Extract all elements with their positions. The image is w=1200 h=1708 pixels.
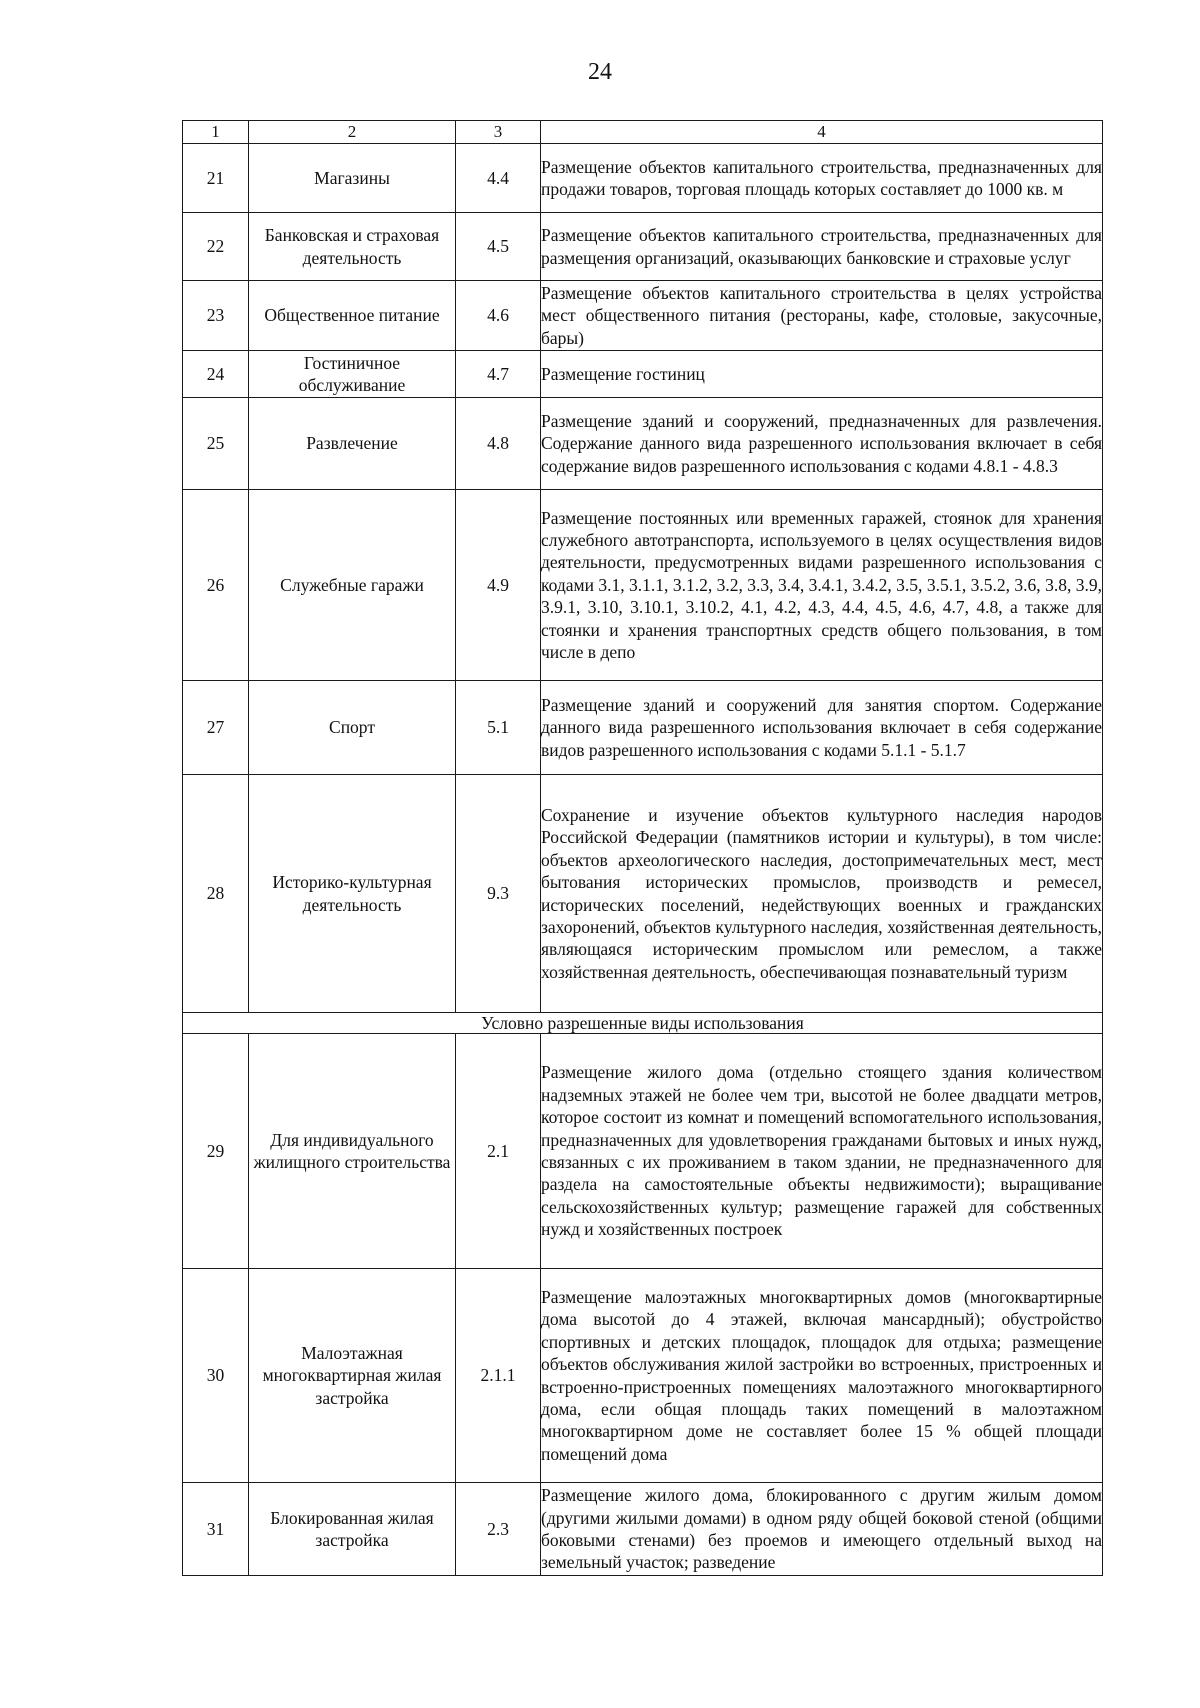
row-number: 23 (183, 281, 249, 351)
page-number: 24 (588, 59, 612, 85)
use-type-name: Общественное питание (249, 281, 456, 351)
row-number: 24 (183, 351, 249, 398)
use-type-code: 2.1.1 (456, 1269, 541, 1483)
section-header-row (183, 1013, 1103, 1034)
use-type-description: Размещение объектов капитального строительства, предназначенных для продажи товаров, торговая площадь которых составляет до 1000 кв. м (541, 144, 1103, 213)
table-row (183, 398, 1103, 490)
row-number: 27 (183, 681, 249, 775)
row-number: 26 (183, 490, 249, 681)
row-number: 28 (183, 775, 249, 1013)
use-type-code: 2.1 (456, 1034, 541, 1269)
table-row (183, 681, 1103, 775)
land-use-table (182, 120, 1103, 1576)
table-row (183, 1269, 1103, 1483)
use-type-name: Малоэтажная многоквартирная жилая застройка (249, 1269, 456, 1483)
table-row (183, 775, 1103, 1013)
use-type-description: Сохранение и изучение объектов культурного наследия народов Российской Федерации (памятников истории и культуры), в том числе: объектов археологического наследия, достопримечательных мест, мест бытования исторических промыслов, производств и ремесел, исторических поселений, недействующих военных и гражданских захоронений, объектов культурного наследия, хозяйственная деятельность, являющаяся историческим промыслом или ремеслом, а также хозяйственная деятельность, обеспечивающая познавательный туризм (541, 775, 1103, 1013)
row-number: 22 (183, 213, 249, 281)
column-header-2: 2 (249, 121, 456, 144)
table-row (183, 144, 1103, 213)
use-type-name: Банковская и страховая деятельность (249, 213, 456, 281)
use-type-code: 4.4 (456, 144, 541, 213)
use-type-description: Размещение объектов капитального строительства, предназначенных для размещения организаций, оказывающих банковские и страховые услуг (541, 213, 1103, 281)
use-type-code: 5.1 (456, 681, 541, 775)
use-type-name: Историко-культурная деятельность (249, 775, 456, 1013)
use-type-name: Развлечение (249, 398, 456, 490)
use-type-code: 4.5 (456, 213, 541, 281)
column-header-3: 3 (456, 121, 541, 144)
column-header-1: 1 (183, 121, 249, 144)
table-row (183, 351, 1103, 398)
use-type-code: 9.3 (456, 775, 541, 1013)
row-number: 29 (183, 1034, 249, 1269)
use-type-code: 4.8 (456, 398, 541, 490)
table-row (183, 490, 1103, 681)
row-number: 21 (183, 144, 249, 213)
column-header-4: 4 (541, 121, 1103, 144)
use-type-description: Размещение постоянных или временных гаражей, стоянок для хранения служебного автотранспорта, используемого в целях осуществления видов деятельности, предусмотренных видами разрешенного использования с кодами 3.1, 3.1.1, 3.1.2, 3.2, 3.3, 3.4, 3.4.1, 3.4.2, 3.5, 3.5.1, 3.5.2, 3.6, 3.8, 3.9, 3.9.1, 3.10, 3.10.1, 3.10.2, 4.1, 4.2, 4.3, 4.4, 4.5, 4.6, 4.7, 4.8, а также для стоянки и хранения транспортных средств общего пользования, в том числе в депо (541, 490, 1103, 681)
use-type-name: Спорт (249, 681, 456, 775)
use-type-description: Размещение объектов капитального строительства в целях устройства мест общественного питания (рестораны, кафе, столовые, закусочные, бары) (541, 281, 1103, 351)
use-type-name: Блокированная жилая застройка (249, 1483, 456, 1576)
table-row (183, 281, 1103, 351)
table-row (183, 1034, 1103, 1269)
use-type-name: Магазины (249, 144, 456, 213)
use-type-name: Гостиничное обслуживание (249, 351, 456, 398)
table-row (183, 213, 1103, 281)
use-type-description: Размещение жилого дома, блокированного с другим жилым домом (другими жилыми домами) в одном ряду общей боковой стеной (общими боковыми стенами) без проемов и имеющего отдельный выход на земельный участок; разведение (541, 1483, 1103, 1576)
use-type-description: Размещение зданий и сооружений для занятия спортом. Содержание данного вида разрешенного использования включает в себя содержание видов разрешенного использования с кодами 5.1.1 - 5.1.7 (541, 681, 1103, 775)
use-type-code: 2.3 (456, 1483, 541, 1576)
use-type-name: Для индивидуального жилищного строительства (249, 1034, 456, 1269)
table-header-row (183, 121, 1103, 144)
row-number: 25 (183, 398, 249, 490)
use-type-description: Размещение жилого дома (отдельно стоящего здания количеством надземных этажей не более чем три, высотой не более двадцати метров, которое состоит из комнат и помещений вспомогательного использования, предназначенных для удовлетворения гражданами бытовых и иных нужд, связанных с их проживанием в таком здании, не предназначенного для раздела на самостоятельные объекты недвижимости); выращивание сельскохозяйственных культур; размещение гаражей для собственных нужд и хозяйственных построек (541, 1034, 1103, 1269)
use-type-description: Размещение зданий и сооружений, предназначенных для развлечения. Содержание данного вида разрешенного использования включает в себя содержание видов разрешенного использования с кодами 4.8.1 - 4.8.3 (541, 398, 1103, 490)
use-type-description: Размещение малоэтажных многоквартирных домов (многоквартирные дома высотой до 4 этажей, включая мансардный); обустройство спортивных и детских площадок, площадок для отдыха; размещение объектов обслуживания жилой застройки во встроенных, пристроенных и встроенно-пристроенных помещениях малоэтажного многоквартирного дома, если общая площадь таких помещений в малоэтажном многоквартирном доме не составляет более 15 % общей площади помещений дома (541, 1269, 1103, 1483)
use-type-code: 4.7 (456, 351, 541, 398)
row-number: 30 (183, 1269, 249, 1483)
use-type-name: Служебные гаражи (249, 490, 456, 681)
use-type-description: Размещение гостиниц (541, 351, 1103, 398)
section-title: Условно разрешенные виды использования (183, 1013, 1103, 1034)
use-type-code: 4.9 (456, 490, 541, 681)
row-number: 31 (183, 1483, 249, 1576)
use-type-code: 4.6 (456, 281, 541, 351)
table-row (183, 1483, 1103, 1576)
